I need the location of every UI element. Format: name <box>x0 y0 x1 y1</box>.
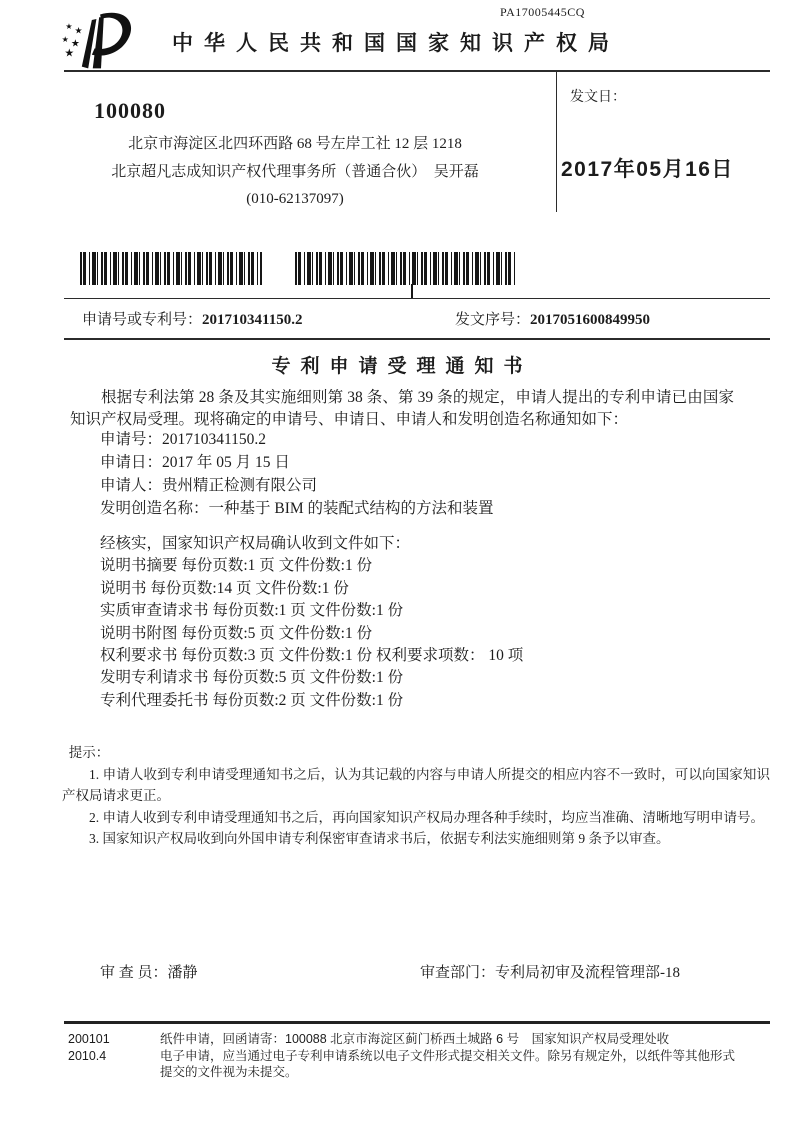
application-number-row <box>82 308 770 329</box>
document-code: PA17005445CQ <box>500 5 585 19</box>
document-item: 说明书摘要 每份页数:1 页 文件份数:1 份 <box>100 557 373 575</box>
tips-label: 提示： <box>68 745 110 760</box>
footer-row <box>68 1031 774 1048</box>
svg-text:★: ★ <box>61 34 70 44</box>
received-documents-section <box>100 533 523 712</box>
divider-below-application-number <box>64 338 770 340</box>
application-number-label: 申请号或专利号： <box>82 312 203 328</box>
header-divider <box>64 70 770 72</box>
barcode-right <box>295 252 515 285</box>
svg-text:★: ★ <box>74 25 83 36</box>
footer-row <box>68 1048 774 1081</box>
document-item: 实质审查请求书 每份页数:1 页 文件份数:1 份 <box>100 602 404 620</box>
recipient-address-block <box>55 131 535 214</box>
barcode-left <box>80 252 262 285</box>
signoff-row <box>100 961 760 982</box>
footer-note-paper: 纸件申请，回函请寄：100088 北京市海淀区蓟门桥西土城路 6 号 国家知识产权局受理处收 <box>160 1032 670 1046</box>
svg-text:★: ★ <box>70 38 80 50</box>
document-item: 专利代理委托书 每份页数:2 页 文件份数:1 份 <box>100 691 404 709</box>
dispatch-serial <box>455 308 650 329</box>
office-name-title: 中华人民共和国国家知识产权局 <box>172 32 620 55</box>
dispatch-serial-label: 发文序号： <box>455 312 531 328</box>
footer-note-electronic: 电子申请，应当通过电子专利申请系统以电子文件形式提交相关文件。除另有规定外，以纸件等其他形式提交的文件视为未提交。 <box>160 1048 736 1079</box>
barcode-stray-mark <box>411 284 413 298</box>
field-invention-title: 发明创造名称：一种基于 BIM 的装配式结构的方法和装置 <box>100 500 494 517</box>
tip-item: 1. 申请人收到专利申请受理通知书之后，认为其记载的内容与申请人所提交的相应内容不一致时，可以向国家知识产权局请求更正。 <box>62 766 770 803</box>
recipient-address: 北京市海淀区北四环西路 68 号左岸工社 12 层 1218 <box>128 136 462 152</box>
footer-section <box>68 1031 774 1081</box>
document-item: 权利要求书 每份页数:3 页 文件份数:1 份 权利要求项数： 10 项 <box>100 647 524 665</box>
department <box>420 961 680 982</box>
received-intro: 经核实，国家知识产权局确认收到文件如下： <box>100 535 411 552</box>
department-name: 专利局初审及流程管理部-18 <box>495 965 681 981</box>
footer-form-version: 2010.4 <box>68 1048 107 1063</box>
dispatch-date-value: 2017年05月16日 <box>561 158 734 181</box>
notice-title: 专利申请受理通知书 <box>271 356 533 377</box>
tip-item: 3. 国家知识产权局收到向外国申请专利保密审查请求书后，依据专利法实施细则第 9 条予以审查。 <box>89 831 670 846</box>
document-item: 说明书附图 每份页数:5 页 文件份数:1 份 <box>100 624 373 642</box>
document-item: 说明书 每份页数:14 页 文件份数:1 份 <box>100 579 349 597</box>
field-application-date: 申请日：2017 年 05 月 15 日 <box>100 454 290 471</box>
tip-item: 2. 申请人收到专利申请受理通知书之后，再向国家知识产权局办理各种手续时，均应当准确、清晰地写明申请号。 <box>89 809 764 825</box>
footer-divider <box>64 1021 770 1024</box>
dispatch-serial-value: 2017051600849950 <box>530 312 651 328</box>
sipo-logo-icon <box>57 9 145 73</box>
document-item: 发明专利请求书 每份页数:5 页 文件份数:1 份 <box>100 669 404 687</box>
dispatch-box-divider <box>556 72 557 212</box>
examiner-label: 审 查 员： <box>100 965 168 981</box>
examiner-name: 潘静 <box>167 965 198 981</box>
dispatch-date-label: 发文日： <box>570 90 626 105</box>
application-fields <box>100 428 494 520</box>
recipient-postal-code: 100080 <box>94 98 166 123</box>
recipient-agency: 北京超凡志成知识产权代理事务所（普通合伙） 吴开磊 <box>111 163 479 180</box>
recipient-phone: (010-62137097) <box>246 191 344 207</box>
notice-intro-paragraph: 根据专利法第 28 条及其实施细则第 38 条、第 39 条的规定，申请人提出的专利申请已由国家知识产权局受理。现将确定的申请号、申请日、申请人和发明创造名称通知如下： <box>70 389 734 428</box>
application-number-value: 201710341150.2 <box>202 312 303 328</box>
department-label: 审查部门： <box>420 965 496 981</box>
svg-text:★: ★ <box>64 47 75 60</box>
field-applicant: 申请人：贵州精正检测有限公司 <box>100 477 318 494</box>
field-application-number: 申请号：201710341150.2 <box>100 431 267 448</box>
svg-text:★: ★ <box>65 22 73 32</box>
tips-section <box>62 742 770 850</box>
divider-above-application-number <box>64 298 770 299</box>
footer-form-code: 200101 <box>68 1032 110 1046</box>
